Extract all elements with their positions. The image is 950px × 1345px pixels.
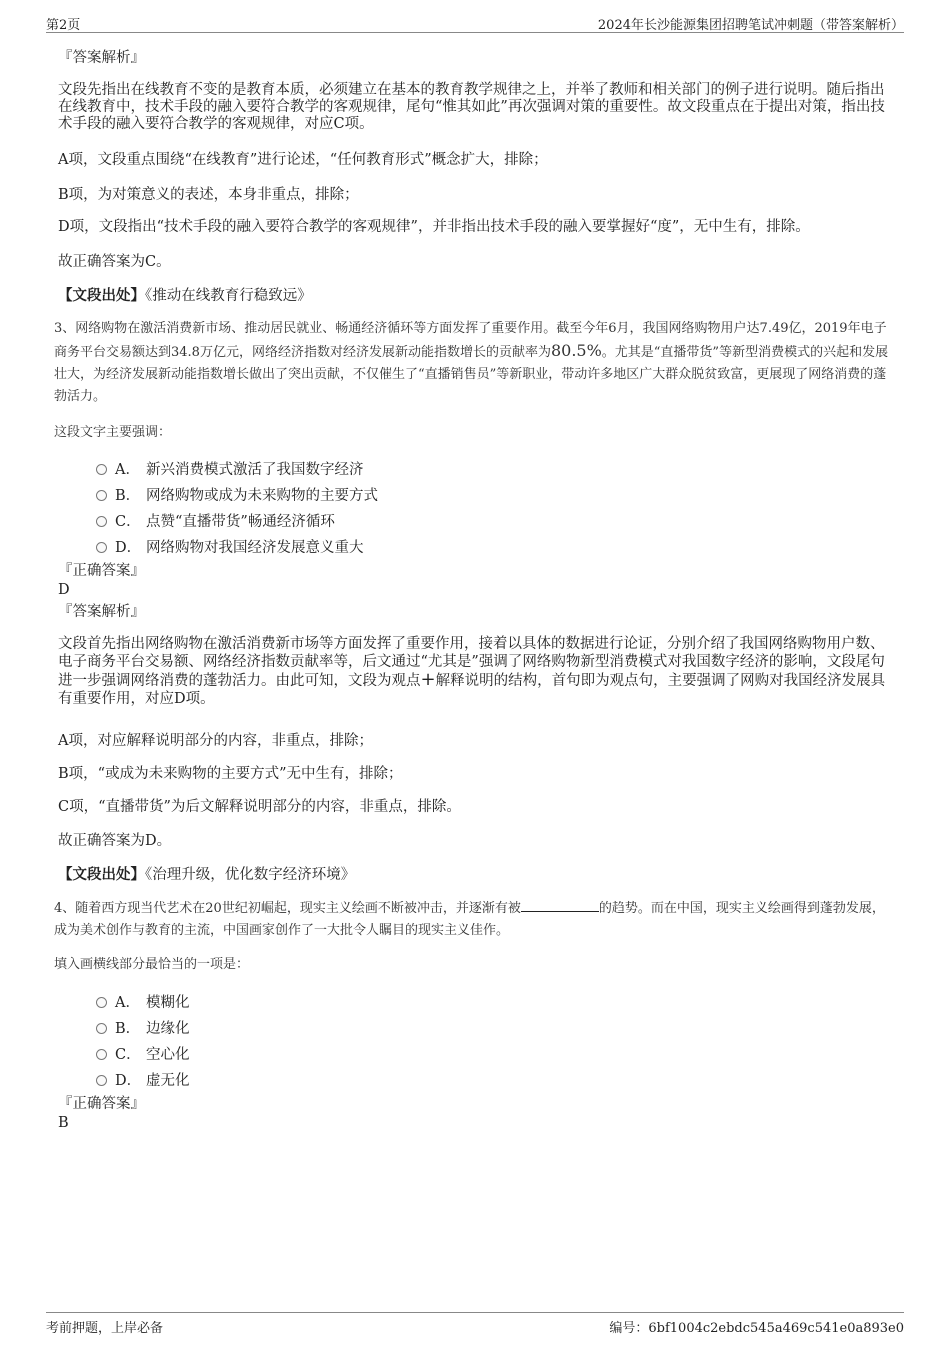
page-number: 第2页 <box>46 18 81 33</box>
q3-question <box>54 318 894 408</box>
q3-source-title: 《治理升级，优化数字经济环境》 <box>145 867 356 883</box>
q3-point-a: A项，对应解释说明部分的内容，非重点，排除； <box>58 733 373 749</box>
q2-point-a: A项，文段重点围绕“在线教育”进行论述，“任何教育形式”概念扩大，排除； <box>58 152 548 168</box>
q2-point-d: D项，文段指出“技术手段的融入要符合教学的客观规律”，并非指出技术手段的融入要掌握好“度”，无中生有，排除。 <box>58 219 810 235</box>
q3-answer: D <box>58 582 70 598</box>
q4-question <box>54 898 894 942</box>
q4-option-d[interactable]: D． 虚无化 <box>96 1069 190 1087</box>
radio-icon[interactable] <box>96 516 107 527</box>
page-footer <box>46 1312 904 1337</box>
radio-icon[interactable] <box>96 1023 107 1034</box>
q2-point-b: B项，为对策意义的表述，本身非重点，排除； <box>58 187 359 203</box>
q4-question-before: 4、随着西方现当代艺术在20世纪初崛起，现实主义绘画不断被冲击，并逐渐有被 <box>54 901 521 916</box>
q3-option-c[interactable]: C． 点赞“直播带货”畅通经济循环 <box>96 510 335 528</box>
q2-analysis-text: 文段先指出在线教育不变的是教育本质，必须建立在基本的教育教学规律之上，并举了教师和相关部门的例子进行说明。随后指出在线教育中，技术手段的融入要符合教学的客观规律，尾句“惟其如此”再次强调对策的重要性。故文段重点在于提出对策，指出技术手段的融入要符合教学的客观规律，对应C项。 <box>58 82 885 132</box>
q3-source <box>58 866 898 884</box>
page-header <box>46 12 904 33</box>
footer-serial: 编号：6bf1004c2ebdc545a469c541e0a893e0 <box>609 1321 904 1336</box>
q3-prompt: 这段文字主要强调： <box>54 425 172 440</box>
q4-option-b[interactable]: B． 边缘化 <box>96 1017 190 1035</box>
radio-icon[interactable] <box>96 464 107 475</box>
q2-source-label: 【文段出处】 <box>58 287 145 304</box>
q2-analysis-label: 『答案解析』 <box>58 50 145 66</box>
q4-question-after: 的趋势。而在中国，现实主义绘画得到蓬勃发展，成为美术创作与教育的主流，中国画家创作了一大批令人瞩目的现实主义佳作。 <box>54 901 885 938</box>
q2-source-title: 《推动在线教育行稳致远》 <box>145 288 312 304</box>
q3-question-before: 3、网络购物在激活消费新市场、推动居民就业、畅通经济循环等方面发挥了重要作用。截至今年6月，我国网络购物用户达7.49亿，2019年电子商务平台交易额达到34.8万亿元，网络经济指数对经济发展新动能指数增长的贡献率为 <box>54 321 887 360</box>
radio-icon[interactable] <box>96 1049 107 1060</box>
q3-source-label: 【文段出处】 <box>58 866 145 883</box>
footer-slogan: 考前押题，上岸必备 <box>46 1321 164 1336</box>
q3-point-c: C项，“直播带货”为后文解释说明部分的内容，非重点，排除。 <box>58 799 461 815</box>
q3-formula: 80.5% <box>550 341 602 360</box>
fill-blank-line <box>521 899 599 912</box>
q4-answer-label: 『正确答案』 <box>58 1096 145 1112</box>
radio-icon[interactable] <box>96 490 107 501</box>
q4-prompt: 填入画横线部分最恰当的一项是： <box>54 957 250 972</box>
q2-source <box>58 287 898 305</box>
q3-answer-label: 『正确答案』 <box>58 563 145 579</box>
radio-icon[interactable] <box>96 997 107 1008</box>
q3-conclusion: 故正确答案为D。 <box>58 833 172 849</box>
q4-option-a[interactable]: A． 模糊化 <box>96 991 190 1009</box>
radio-icon[interactable] <box>96 542 107 553</box>
q3-option-b[interactable]: B． 网络购物或成为未来购物的主要方式 <box>96 484 378 502</box>
radio-icon[interactable] <box>96 1075 107 1086</box>
q4-option-c[interactable]: C． 空心化 <box>96 1043 190 1061</box>
q3-analysis-text: 文段首先指出网络购物在激活消费新市场等方面发挥了重要作用，接着以具体的数据进行论证，分别介绍了我国网络购物用户数、电子商务平台交易额、网络经济指数贡献率等，后文通过“尤其是”强调了网络购物新型消费模式对我国数字经济的影响，文段尾句进一步强调网络消费的蓬勃活力。由此可知，文段为观点+解释说明的结构，首句即为观点句，主要强调了网购对我国经济发展具有重要作用，对应D项。 <box>58 636 886 707</box>
q3-option-a[interactable]: A． 新兴消费模式激活了我国数字经济 <box>96 458 364 476</box>
q3-option-d[interactable]: D． 网络购物对我国经济发展意义重大 <box>96 536 364 554</box>
q4-answer: B <box>58 1115 69 1131</box>
q2-conclusion: 故正确答案为C。 <box>58 254 171 270</box>
q3-question-after: 。尤其是“直播带货”等新型消费模式的兴起和发展壮大，为经济发展新动能指数增长做出了突出贡献，不仅催生了“直播销售员”等新职业，带动许多地区广大群众脱贫致富，更展现了网络消费的蓬勃活力。 <box>54 345 889 404</box>
q3-analysis-label: 『答案解析』 <box>58 604 145 620</box>
document-title: 2024年长沙能源集团招聘笔试冲刺题（带答案解析） <box>597 18 904 33</box>
q3-point-b: B项，“或成为未来购物的主要方式”无中生有，排除； <box>58 766 403 782</box>
